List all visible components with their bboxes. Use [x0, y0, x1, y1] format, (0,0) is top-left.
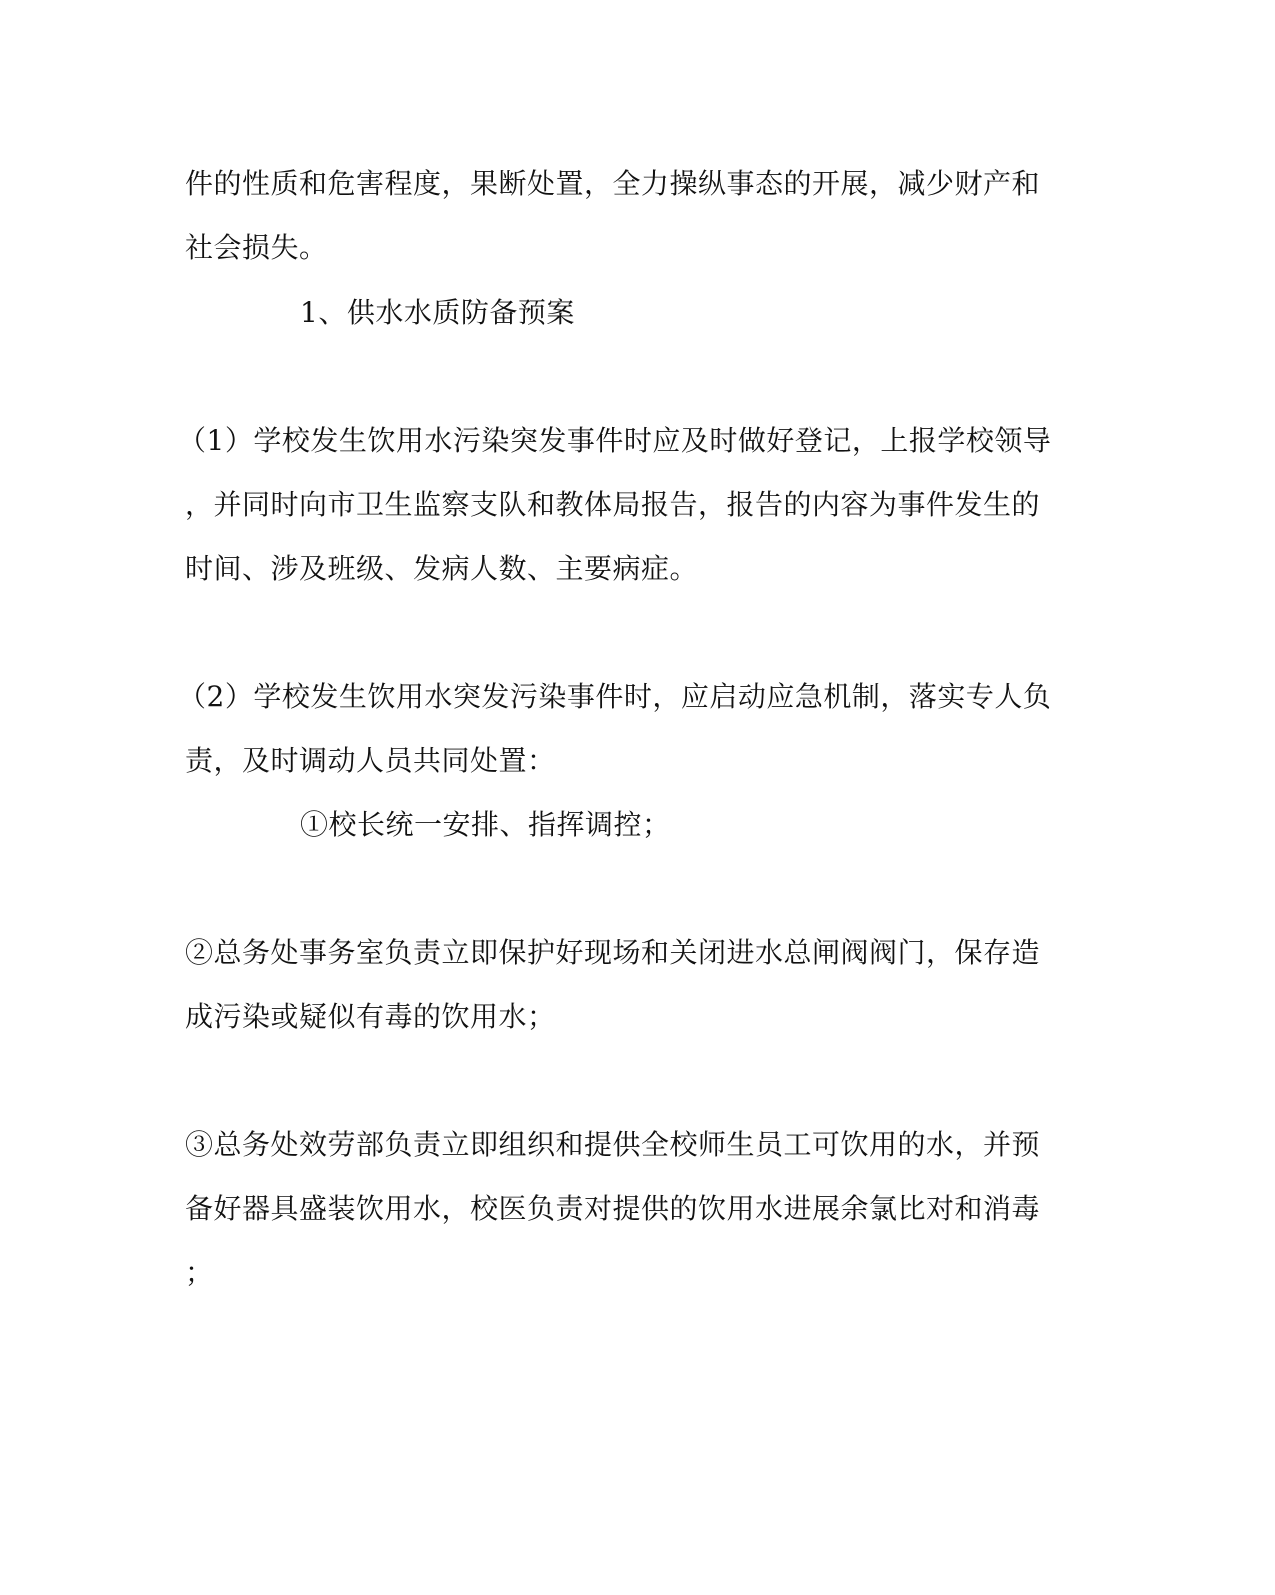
list-item: ②总务处事务室负责立即保护好现场和关闭进水总闸阀阀门，保存造 — [185, 936, 1041, 969]
text-line: ，并同时向市卫生监察支队和教体局报告，报告的内容为事件发生的 — [185, 488, 1041, 521]
text-line: （2）学校发生饮用水突发污染事件时，应启动应急机制，落实专人负 — [178, 680, 1052, 713]
text-line: 件的性质和危害程度，果断处置，全力操纵事态的开展，减少财产和 — [185, 167, 1041, 200]
text-line: 社会损失。 — [185, 231, 328, 264]
text-line: （1）学校发生饮用水污染突发事件时应及时做好登记，上报学校领导 — [178, 424, 1052, 457]
text-line: ； — [185, 1256, 214, 1289]
text-line: 备好器具盛装饮用水，校医负责对提供的饮用水进展余氯比对和消毒 — [185, 1192, 1041, 1225]
text-line: 时间、涉及班级、发病人数、主要病症。 — [185, 552, 699, 585]
list-item: ①校长统一安排、指挥调控； — [300, 808, 671, 841]
list-item: ③总务处效劳部负责立即组织和提供全校师生员工可饮用的水，并预 — [185, 1128, 1041, 1161]
text-line: 责，及时调动人员共同处置： — [185, 744, 556, 777]
text-line: 成污染或疑似有毒的饮用水； — [185, 1000, 556, 1033]
section-heading: 1、供水水质防备预案 — [300, 296, 575, 329]
